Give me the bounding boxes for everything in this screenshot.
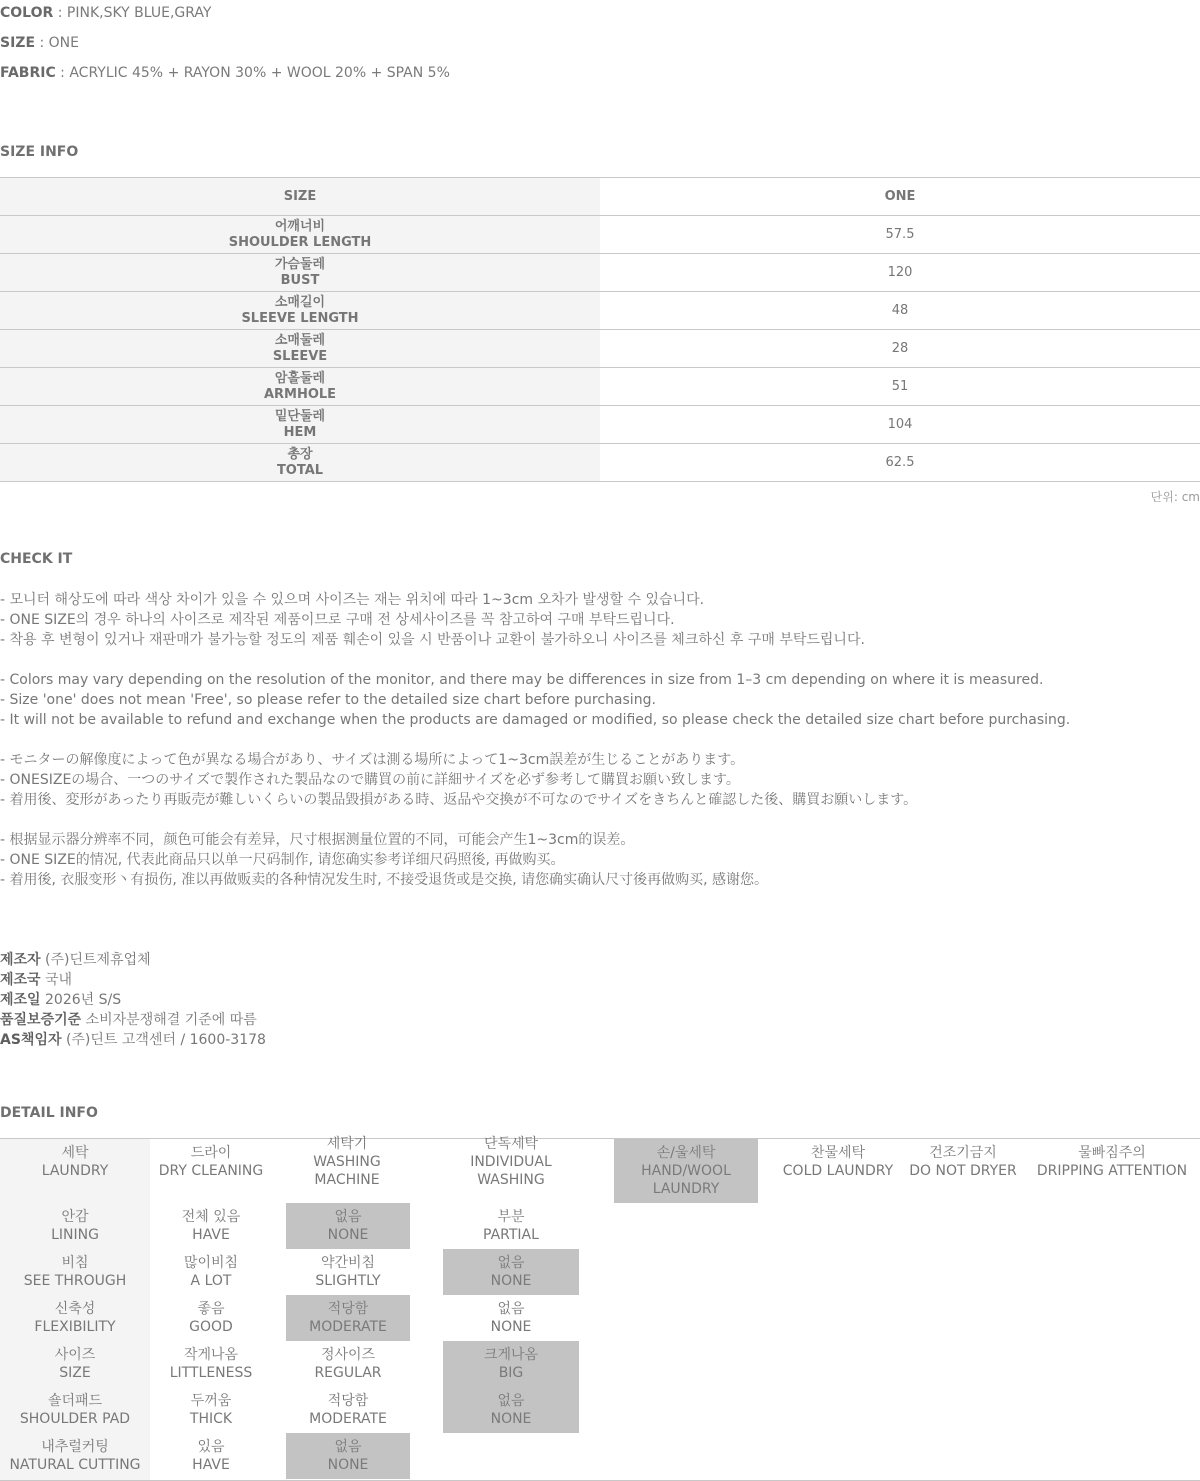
note-line: - Colors may vary depending on the resolution of the monitor, and there may be differences in size from 1–3 cm depending on where it is measured. [0,672,1044,688]
notes-chinese [0,830,1070,890]
detail-option [150,1249,272,1295]
detail-option [286,1136,408,1188]
size-table [0,177,1200,482]
detail-label: LINING [51,1227,99,1243]
measure-value: 28 [891,341,909,356]
detail-category [0,1295,150,1341]
detail-option [150,1387,272,1433]
detail-label: MODERATE [309,1319,387,1335]
notes-korean [0,590,1070,650]
detail-label: THICK [189,1411,233,1427]
detail-label: 전체 있음 [181,1209,241,1225]
note-line: - 着用後、変形があったり再販売が難しいくらいの製品毀損がある時、返品や交換が不可なのでサイズをきちんと確認した後、購買お願いします。 [0,792,918,808]
detail-label: 있음 [197,1439,225,1455]
detail-label: INDIVIDUAL WASHING [470,1154,552,1188]
detail-label: WASHING MACHINE [313,1154,381,1188]
detail-label: 신축성 [54,1301,96,1317]
spec-size: SIZE : ONE [0,35,79,51]
detail-label: BIG [498,1365,524,1381]
detail-label: LAUNDRY [41,1163,109,1179]
table-row [0,330,1200,368]
table-row [0,406,1200,444]
measure-ko: 소매둘레 [274,332,326,348]
table-row [0,292,1200,330]
detail-label: NATURAL CUTTING [9,1457,141,1473]
measure-en: TOTAL [276,462,324,478]
detail-info-title: DETAIL INFO [0,1105,98,1121]
detail-label: NONE [327,1457,369,1473]
spec-fabric: FABRIC : ACRYLIC 45% + RAYON 30% + WOOL 20% + SPAN 5% [0,65,450,81]
detail-option [286,1387,410,1433]
detail-label: 없음 [497,1393,525,1409]
measure-ko: 어깨너비 [274,218,326,234]
detail-label: MODERATE [309,1411,387,1427]
detail-option [286,1341,410,1387]
detail-label: DO NOT DRYER [909,1163,1017,1179]
detail-option [443,1203,579,1249]
detail-label: SIZE [59,1365,91,1381]
detail-label: 찬물세탁 [810,1145,866,1161]
detail-label: HAVE [192,1457,230,1473]
detail-label: 물빠짐주의 [1078,1145,1146,1161]
table-row [0,254,1200,292]
detail-label: 숄더패드 [47,1393,103,1409]
measure-ko: 가슴둘레 [274,256,326,272]
detail-option-selected [443,1341,579,1387]
maker-line: AS책임자 (주)딘트 고객센터 / 1600-3178 [0,1032,266,1048]
size-table-header [0,178,1200,216]
detail-label: 좋음 [197,1301,225,1317]
measure-ko: 밑단둘레 [274,408,326,424]
detail-label: GOOD [189,1319,233,1335]
detail-label: 없음 [334,1439,362,1455]
detail-option [1028,1139,1196,1185]
detail-label: HAVE [192,1227,230,1243]
detail-category [0,1249,150,1295]
detail-label: 많이비침 [183,1255,239,1271]
detail-label: NONE [490,1319,532,1335]
note-line: - ONE SIZE의 경우 하나의 사이즈로 제작된 제품이므로 구매 전 상세사이즈를 꼭 참고하여 구매 부탁드립니다. [0,612,675,628]
table-row [0,368,1200,406]
note-line: - 根据显示器分辨率不同，颜色可能会有差异，尺寸根据测量位置的不同，可能会产生1~3cm的误差。 [0,832,635,848]
size-header-label: SIZE [0,178,600,215]
detail-label: 없음 [497,1301,525,1317]
measure-ko: 총장 [287,446,313,462]
measure-en: ARMHOLE [263,386,337,402]
detail-label: A LOT [190,1273,232,1289]
measure-en: SHOULDER LENGTH [228,234,372,250]
notes-japanese [0,750,1070,810]
detail-label: COLD LAUNDRY [782,1163,894,1179]
detail-label: PARTIAL [483,1227,539,1243]
detail-label: DRIPPING ATTENTION [1036,1163,1188,1179]
measure-value: 104 [887,417,913,432]
detail-option-selected [443,1387,579,1433]
detail-label: 손/울세탁 [656,1145,716,1161]
detail-label: NONE [327,1227,369,1243]
note-line: - 着用後, 衣服变形丶有损伤, 准以再做贩卖的各种情况发生时, 不接受退货或是交换, 请您确实确认尺寸後再做购买, 感谢您。 [0,872,769,888]
spec-color: COLOR : PINK,SKY BLUE,GRAY [0,5,212,21]
maker-line: 제조자 (주)딘트제휴업체 [0,952,151,968]
size-header-value: ONE [884,189,916,204]
detail-option-selected [286,1203,410,1249]
detail-label: FLEXIBILITY [34,1319,116,1335]
detail-label: 없음 [334,1209,362,1225]
measure-value: 57.5 [885,227,915,242]
detail-option-selected [443,1249,579,1295]
detail-option [441,1136,581,1188]
detail-option-selected [614,1139,758,1203]
size-info-title: SIZE INFO [0,144,79,160]
measure-en: SLEEVE [272,348,328,364]
detail-label: 크게나옴 [483,1347,539,1363]
detail-option [150,1433,272,1479]
detail-label: DRY CLEANING [158,1163,264,1179]
detail-category [0,1203,150,1249]
manufacturer-info [0,950,266,1050]
detail-label: NONE [490,1273,532,1289]
detail-option-selected [286,1295,410,1341]
detail-option [777,1139,899,1185]
table-row [0,216,1200,254]
detail-category [0,1433,150,1479]
detail-label: 적당함 [327,1301,369,1317]
note-line: - ONESIZEの場合、一つのサイズで製作された製品なので購買の前に詳細サイズを必ず参考して購買お願い致します。 [0,772,740,788]
detail-label: 두꺼움 [190,1393,232,1409]
notes-english [0,670,1070,730]
detail-label: 부분 [497,1209,525,1225]
measure-en: BUST [280,272,320,288]
measure-en: HEM [283,424,317,440]
detail-option [150,1295,272,1341]
note-line: - 착용 후 변형이 있거나 재판매가 불가능할 정도의 제품 훼손이 있을 시 반품이나 교환이 불가하오니 사이즈를 체크하신 후 구매 부탁드립니다. [0,632,865,648]
maker-line: 제조국 국내 [0,972,73,988]
detail-label: 비침 [61,1255,89,1271]
detail-label: 작게나옴 [183,1347,239,1363]
detail-label: 세탁기 [326,1136,368,1152]
note-line: - Size 'one' does not mean 'Free', so please refer to the detailed size chart before purchasing. [0,692,656,708]
detail-option [443,1295,579,1341]
detail-label: LITTLENESS [169,1365,253,1381]
maker-line: 품질보증기준 소비자분쟁해결 기준에 따름 [0,1012,257,1028]
measure-ko: 소매길이 [274,294,326,310]
detail-label: 없음 [497,1255,525,1271]
measure-value: 51 [891,379,909,394]
detail-label: 세탁 [61,1145,89,1161]
detail-label: SEE THROUGH [23,1273,127,1289]
detail-option [150,1139,272,1185]
note-line: - It will not be available to refund and exchange when the products are damaged or modified, so please check the detailed size chart before purchasing. [0,712,1071,728]
maker-line: 제조일 2026년 S/S [0,992,122,1008]
note-line: - 모니터 해상도에 따라 색상 차이가 있을 수 있으며 사이즈는 재는 위치에 따라 1~3cm 오차가 발생할 수 있습니다. [0,592,705,608]
detail-label: REGULAR [314,1365,382,1381]
detail-label: 사이즈 [54,1347,96,1363]
detail-label: LAUNDRY [652,1181,720,1197]
measure-ko: 암홀둘레 [274,370,326,386]
detail-category [0,1387,150,1433]
detail-category [0,1139,150,1185]
detail-label: SLIGHTLY [315,1273,381,1289]
detail-label: 안감 [61,1209,89,1225]
measure-value: 48 [891,303,909,318]
detail-label: SHOULDER PAD [19,1411,131,1427]
detail-option-selected [286,1433,410,1479]
table-row [0,444,1200,482]
detail-category [0,1341,150,1387]
detail-label: 건조기금지 [929,1145,997,1161]
detail-option [150,1341,272,1387]
note-line: - モニターの解像度によって色が異なる場合があり、サイズは測る場所によって1~3cm誤差が生じることがあります。 [0,752,745,768]
unit-note: 단위: cm [1150,490,1200,504]
check-it-notes [0,590,1070,910]
measure-en: SLEEVE LENGTH [241,310,359,326]
detail-label: 내추럴커팅 [41,1439,109,1455]
detail-label: 정사이즈 [320,1347,376,1363]
detail-option [903,1139,1023,1185]
check-it-title: CHECK IT [0,551,73,567]
detail-label: NONE [490,1411,532,1427]
detail-label: HAND/WOOL [641,1163,731,1179]
measure-value: 120 [887,265,913,280]
detail-option [286,1249,410,1295]
detail-label: 단독세탁 [483,1136,539,1152]
note-line: - ONE SIZE的情况, 代表此商品只以单一尺码制作, 请您确实参考详细尺码照後, 再做购买。 [0,852,565,868]
detail-label: 적당함 [327,1393,369,1409]
detail-option [150,1203,272,1249]
measure-value: 62.5 [885,455,915,470]
detail-label: 드라이 [190,1145,232,1161]
detail-label: 약간비침 [320,1255,376,1271]
detail-info-grid [0,1138,1200,1481]
